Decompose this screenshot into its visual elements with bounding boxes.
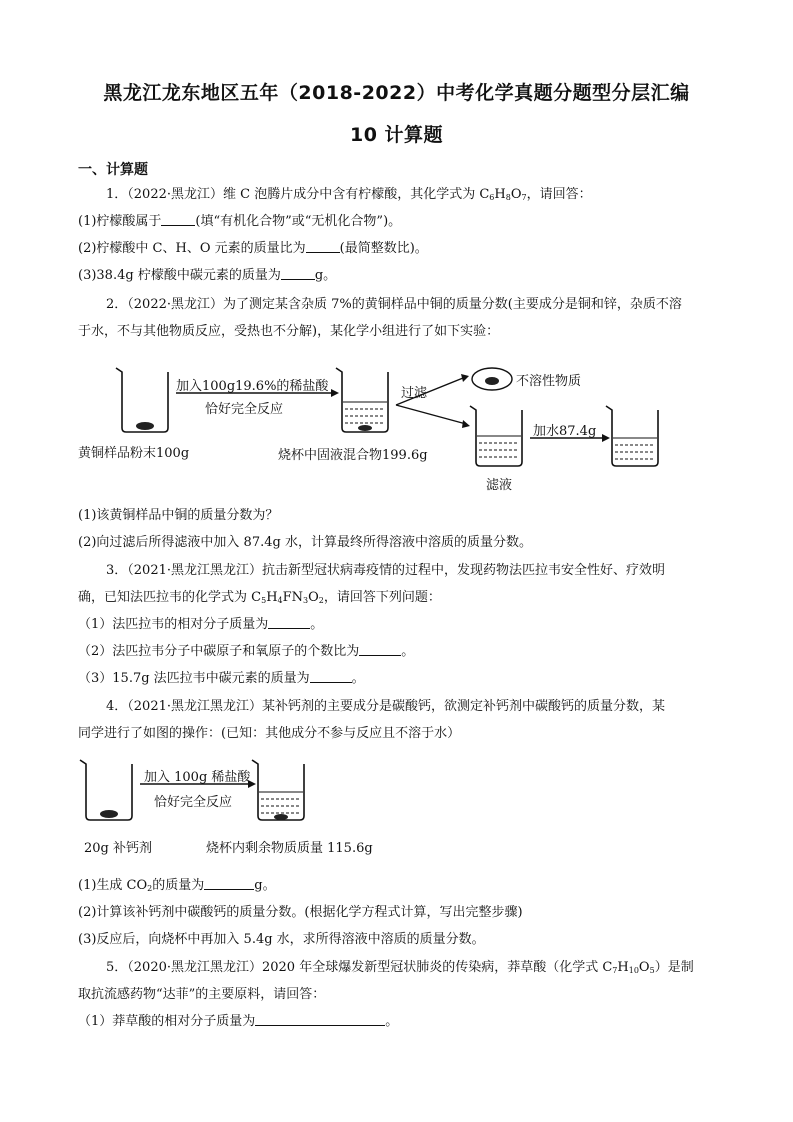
q5-part1: （1）莽草酸的相对分子质量为 。	[78, 1014, 399, 1029]
answer-blank[interactable]	[310, 670, 352, 683]
q1-part3: (3)38.4g 柠檬酸中碳元素的质量为 g。	[78, 268, 337, 283]
document-title: 黑龙江龙东地区五年（2018-2022）中考化学真题分题型分层汇编	[103, 82, 690, 104]
filter-arrow-down	[396, 405, 466, 424]
answer-blank[interactable]	[268, 616, 310, 629]
remaining-mass-label: 烧杯内剩余物质质量 115.6g	[206, 841, 373, 856]
q2-part1: (1)该黄铜样品中铜的质量分数为？	[78, 508, 279, 523]
answer-blank[interactable]	[359, 643, 401, 656]
insoluble-label: 不溶性物质	[516, 374, 582, 389]
beaker-remaining-icon	[252, 760, 304, 820]
powder-icon	[136, 422, 154, 430]
q1-part1: (1)柠檬酸属于 (填“有机化合物”或“无机化合物”)。	[78, 214, 402, 229]
answer-blank[interactable]	[161, 213, 195, 226]
q1-part2: (2)柠檬酸中 C、H、O 元素的质量比为 (最简整数比)。	[78, 241, 428, 256]
supplement-label: 20g 补钙剂	[84, 841, 152, 856]
q2-part2: (2)向过滤后所得滤液中加入 87.4g 水，计算最终所得溶液中溶质的质量分数。	[78, 535, 532, 550]
q2-stem-line1: 2．（2022·黑龙江）为了测定某含杂质 7%的黄铜样品中铜的质量分数(主要成分是铜和锌，杂质不溶	[106, 297, 682, 312]
add-water-label: 加水87.4g	[533, 424, 597, 439]
q3-part2: （2）法匹拉韦分子中碳原子和氧原子的个数比为 。	[78, 644, 415, 659]
answer-blank[interactable]	[281, 267, 315, 280]
q2-stem-line2: 于水，不与其他物质反应，受热也不分解)，某化学小组进行了如下实验：	[78, 324, 500, 339]
q4-part2: (2)计算该补钙剂中碳酸钙的质量分数。(根据化学方程式计算，写出完整步骤)	[78, 905, 523, 920]
mixture-label: 烧杯中固液混合物199.6g	[278, 448, 428, 463]
q5-stem-line2: 取抗流感药物“达菲”的主要原料，请回答：	[78, 987, 326, 1002]
answer-blank[interactable]	[255, 1013, 385, 1026]
q5-stem-line1: 5．（2020·黑龙江黑龙江）2020 年全球爆发新型冠状肺炎的传染病，莽草酸（化学式 $C_7H_{10}O_5$）是制	[106, 960, 694, 975]
answer-blank[interactable]	[204, 877, 254, 890]
arrow-label-bottom: 恰好完全反应	[205, 402, 284, 417]
q3-stem-line1: 3．（2021·黑龙江黑龙江）抗击新型冠状病毒疫情的过程中，发现药物法匹拉韦安全性好、疗效明	[106, 563, 665, 578]
sample-label: 黄铜样品粉末100g	[78, 446, 190, 461]
q1-stem: 1．（2022·黑龙江）维 C 泡腾片成分中含有柠檬酸，其化学式为 $C_6H_8O_7$，请回答：	[106, 187, 592, 202]
q3-part1: （1）法匹拉韦的相对分子质量为 。	[78, 617, 324, 632]
arrow-label-bottom: 恰好完全反应	[154, 795, 233, 810]
q4-stem-line1: 4．（2021·黑龙江黑龙江）某补钙剂的主要成分是碳酸钙，欲测定补钙剂中碳酸钙的质量分数，某	[106, 699, 665, 714]
arrow-label-top: 加入 100g 稀盐酸	[144, 770, 251, 785]
q4-stem-line2: 同学进行了如图的操作：(已知：其他成分不参与反应且不溶于水）	[78, 726, 461, 741]
filter-label: 过滤	[401, 386, 428, 401]
q2-experiment-figure	[78, 358, 718, 498]
q4-part1: (1)生成 $CO_2$的质量为 g。	[78, 878, 276, 893]
answer-blank[interactable]	[306, 240, 340, 253]
section-heading: 一、计算题	[78, 162, 148, 178]
beaker-final-icon	[606, 406, 658, 466]
arrow-label-top: 加入100g19.6%的稀盐酸	[176, 379, 329, 394]
beaker-mixture-icon	[336, 368, 388, 432]
q3-stem-line2: 确，已知法匹拉韦的化学式为 $C_5H_4FN_3O_2$，请回答下列问题：	[78, 590, 441, 605]
q3-part3: （3）15.7g 法匹拉韦中碳元素的质量为 。	[78, 671, 365, 686]
q4-experiment-figure	[78, 756, 438, 826]
q4-part3: (3)反应后，向烧杯中再加入 5.4g 水，求所得溶液中溶质的质量分数。	[78, 932, 485, 947]
document-subtitle: 10 计算题	[349, 124, 444, 146]
filtrate-label: 滤液	[486, 478, 513, 493]
